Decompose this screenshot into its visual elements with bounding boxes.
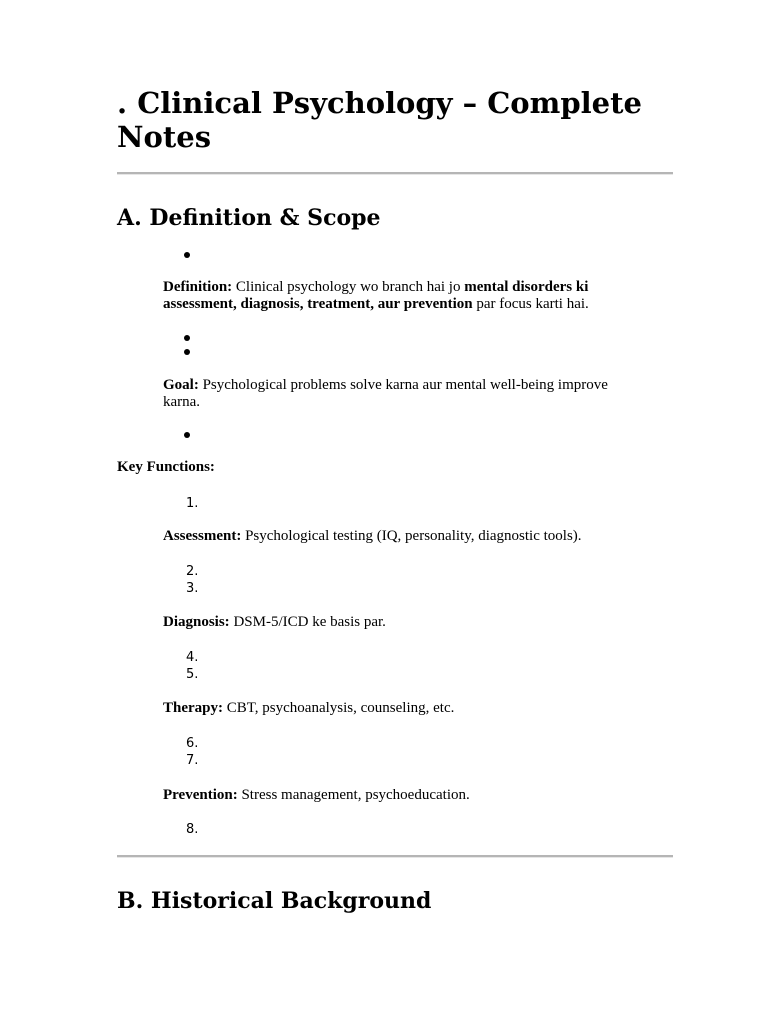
goal-text: Psychological problems solve karna aur mental well-being improve karna. xyxy=(163,377,608,410)
list-number: 8. xyxy=(186,822,199,837)
function-label: Assessment: xyxy=(163,528,242,544)
function-item xyxy=(163,787,633,804)
key-functions-label: Key Functions: xyxy=(117,459,215,475)
function-item xyxy=(163,700,633,717)
goal-label: Goal: xyxy=(163,377,199,393)
function-label: Prevention: xyxy=(163,787,238,803)
divider xyxy=(117,855,673,858)
function-text: CBT, psychoanalysis, counseling, etc. xyxy=(223,700,455,716)
list-number: 6. xyxy=(186,736,199,751)
definition-bold-text: mental disorders ki assessment, diagnosis, treatment, aur prevention xyxy=(163,279,589,312)
definition-text-end: par focus karti hai. xyxy=(472,296,589,312)
definition-paragraph xyxy=(163,279,633,313)
function-item xyxy=(163,614,633,631)
definition-label: Definition: xyxy=(163,279,233,295)
section-heading-historical-background: B. Historical Background xyxy=(117,888,432,914)
list-number: 4. xyxy=(186,650,199,665)
list-number: 1. xyxy=(186,496,199,511)
page-title: . Clinical Psychology – Complete Notes xyxy=(117,86,642,154)
function-text: Psychological testing (IQ, personality, diagnostic tools). xyxy=(241,528,582,544)
list-number: 5. xyxy=(186,667,199,682)
list-number: 7. xyxy=(186,753,199,768)
function-text: Stress management, psychoeducation. xyxy=(237,787,470,803)
list-bullet xyxy=(184,252,190,258)
list-bullet xyxy=(184,432,190,438)
function-text: DSM-5/ICD ke basis par. xyxy=(229,614,386,630)
definition-text: Clinical psychology wo branch hai jo xyxy=(232,279,465,295)
list-bullet xyxy=(184,335,190,341)
list-number: 3. xyxy=(186,581,199,596)
section-heading-definition-scope: A. Definition & Scope xyxy=(117,205,381,231)
goal-paragraph xyxy=(163,377,633,411)
function-label: Therapy: xyxy=(163,700,223,716)
function-item xyxy=(163,528,633,545)
function-label: Diagnosis: xyxy=(163,614,230,630)
list-bullet xyxy=(184,349,190,355)
list-number: 2. xyxy=(186,564,199,579)
divider xyxy=(117,172,673,175)
